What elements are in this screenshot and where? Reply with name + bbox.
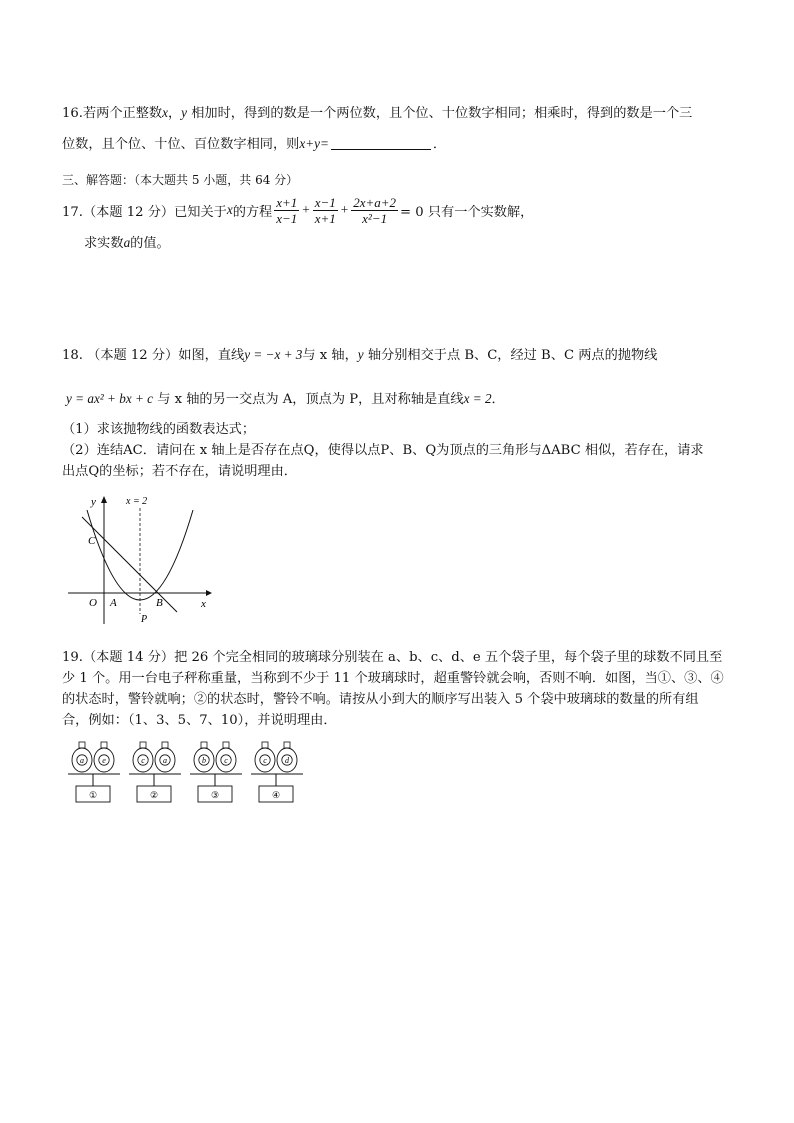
q17-text-mid: 的方程	[232, 204, 273, 220]
q18-part2-line2: 出点Q的坐标；若不存在，请说明理由．	[62, 464, 297, 479]
q19-line1: 19.（本题 14 分）把 26 个完全相同的玻璃球分别装在 a、b、c、d、e 五个袋子里，每个袋子里的球数不同且至	[62, 650, 723, 665]
bag-letter: c	[263, 756, 267, 765]
line-equation: y = −x + 3	[244, 347, 303, 362]
fraction-2-denominator: x+1	[314, 210, 336, 226]
q16-expression: x+y=	[299, 136, 329, 151]
q16-line2	[62, 135, 446, 154]
label-b: B	[156, 597, 163, 609]
label-c: C	[88, 535, 96, 547]
q18-var-y: y	[357, 347, 364, 362]
parabola-figure	[60, 490, 220, 630]
q16-comma: ，	[167, 106, 182, 121]
scale-label: ④	[271, 790, 281, 800]
scale-figure	[188, 740, 244, 808]
q18-period: ．	[491, 392, 505, 407]
bag-icon	[133, 742, 153, 772]
q18-text-2: 与 x 轴的另一交点为 A，顶点为 P，且对称轴是直线	[153, 392, 464, 407]
scales-illustration	[66, 740, 326, 810]
bag-icon	[277, 742, 297, 772]
q18-line1	[62, 346, 657, 365]
q17-text-2b: 的值。	[130, 236, 170, 251]
fraction-1-numerator: x+1	[276, 194, 298, 210]
bag-icon	[155, 742, 175, 772]
bag-icon	[72, 742, 92, 772]
q18-part2-line1: （2）连结AC．请问在 x 轴上是否存在点Q，使得以点P、B、Q为顶点的三角形与ΔABC 相似，若存在，请求	[62, 443, 704, 458]
answer-blank[interactable]	[331, 136, 431, 150]
scale-label: ③	[210, 790, 220, 800]
y-axis-arrow-icon	[101, 496, 107, 503]
q17-text-tail: = 0 只有一个实数解，	[400, 204, 534, 220]
q19-line2: 少 1 个。用一台电子秤称重量，当称到不少于 11 个玻璃球时，超重警铃就会响，否则不响．如图，当①、③、④	[62, 671, 724, 686]
label-x-equals-2: x = 2	[126, 496, 148, 507]
parabola-equation: y = ax² + bx + c	[66, 391, 154, 406]
q18-text-c: 轴分别相交于点 B、C，经过 B、C 两点的抛物线	[363, 348, 658, 363]
bag-icon	[194, 742, 214, 772]
bag-letter: a	[80, 756, 84, 765]
q17-line1	[62, 190, 533, 230]
fraction-2-numerator: x−1	[314, 194, 336, 210]
bag-icon	[94, 742, 114, 772]
label-o: O	[89, 597, 97, 609]
scale-figure	[249, 740, 305, 808]
q17-var-x: x	[226, 202, 233, 217]
scale-figure	[127, 740, 183, 808]
q16-text-2: 位数，且个位、十位、百位数字相同，则	[62, 137, 300, 152]
q16-var-x: x	[162, 105, 168, 120]
label-x: x	[201, 598, 206, 610]
bag-icon	[255, 742, 275, 772]
label-p: P	[141, 614, 148, 625]
q17-var-a: a	[123, 235, 131, 250]
fraction-2	[313, 195, 338, 226]
bag-icon	[216, 742, 236, 772]
q17-line2	[84, 234, 170, 253]
q17-text: 17.（本题 12 分）已知关于	[62, 204, 227, 220]
q16-var-y: y	[181, 105, 188, 120]
plus-sign: +	[340, 202, 349, 217]
fraction-3-numerator: 2x+a+2	[353, 194, 397, 210]
q16-text: 16.若两个正整数	[62, 106, 163, 121]
bag-letter: c	[141, 756, 145, 765]
q17-text-2: 求实数	[84, 236, 124, 251]
fraction-1	[274, 195, 299, 226]
q16-text-b: 相加时，得到的数是一个两位数，且个位、十位数字相同；相乘时，得到的数是一个三	[187, 106, 693, 121]
q18-part1: （1）求该抛物线的函数表达式；	[62, 422, 256, 437]
q18-line2	[66, 390, 505, 409]
bag-letter: c	[224, 756, 228, 765]
plus-sign: +	[302, 202, 310, 217]
q19-line3: 的状态时，警铃就响；②的状态时，警铃不响。请按从小到大的顺序写出装入 5 个袋中玻璃球的数量的所有组	[62, 692, 699, 707]
fraction-3	[351, 195, 398, 226]
x-axis-arrow-icon	[206, 590, 212, 596]
scale-figure	[66, 740, 122, 808]
label-a: A	[110, 597, 117, 609]
bag-letter: b	[202, 756, 206, 765]
q18-text-b: 与 x 轴，	[302, 348, 358, 363]
section-heading: 三、解答题：（本大题共 5 小题，共 64 分）	[62, 173, 299, 187]
fraction-3-denominator: x²−1	[362, 210, 388, 226]
bag-letter: d	[285, 756, 289, 765]
q16-period: ．	[432, 137, 447, 152]
axis-equation: x = 2	[463, 391, 492, 406]
scale-label: ②	[149, 790, 159, 800]
fraction-1-denominator: x−1	[276, 210, 298, 226]
label-y: y	[91, 496, 96, 508]
q18-text: 18. （本题 12 分）如图，直线	[62, 348, 245, 363]
scale-label: ①	[88, 790, 98, 800]
q19-line4: 合，例如：（1、3、5、7、10），并说明理由．	[62, 713, 337, 728]
q16-line1	[62, 104, 692, 123]
bag-letter: a	[163, 756, 167, 765]
bag-letter: e	[102, 756, 106, 765]
